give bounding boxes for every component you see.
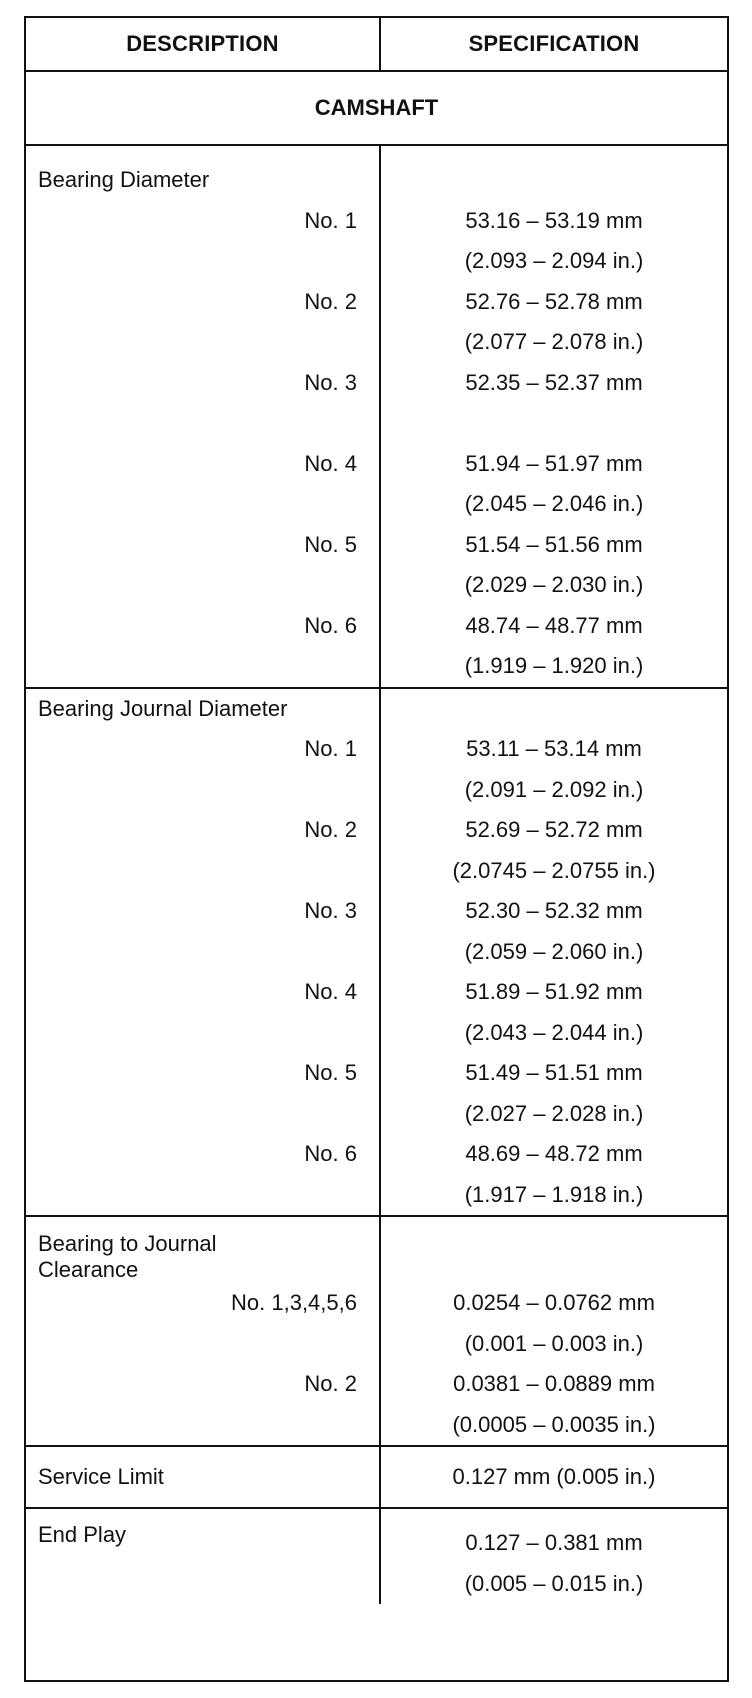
spec-value: 51.94 – 51.97 mm (465, 450, 643, 476)
item-label: No. 5 (304, 1060, 357, 1086)
end-play-group (26, 1509, 727, 1604)
item-label: No. 2 (304, 817, 357, 843)
spec-value: 0.0381 – 0.0889 mm (453, 1371, 655, 1397)
table-header-row (26, 18, 727, 72)
group-title: Bearing Diameter (38, 167, 210, 193)
spec-value: (0.0005 – 0.0035 in.) (452, 1411, 656, 1437)
spec-value: 52.69 – 52.72 mm (465, 817, 643, 843)
spec-value: (2.027 – 2.028 in.) (464, 1100, 644, 1126)
spec-value: (2.029 – 2.030 in.) (464, 572, 644, 598)
spec-value: 0.127 – 0.381 mm (465, 1530, 643, 1556)
camshaft-spec-table (24, 16, 729, 1682)
spec-value: (2.059 – 2.060 in.) (464, 938, 644, 964)
spec-value: (2.077 – 2.078 in.) (464, 329, 644, 355)
spec-value: 52.35 – 52.37 mm (465, 369, 643, 395)
spec-value: 51.49 – 51.51 mm (465, 1060, 643, 1086)
item-label: No. 6 (304, 612, 357, 638)
spec-value: 0.0254 – 0.0762 mm (453, 1290, 655, 1316)
item-label: No. 5 (304, 531, 357, 557)
service-limit-group (26, 1447, 727, 1509)
bearing-diameter-specification (381, 146, 727, 687)
spec-value: 0.127 mm (0.005 in.) (452, 1464, 656, 1489)
spec-value: (2.091 – 2.092 in.) (464, 776, 644, 802)
spec-value: 53.11 – 53.14 mm (466, 736, 642, 762)
group-title: Service Limit (38, 1464, 164, 1489)
bearing-diameter-description (26, 146, 381, 687)
service-limit-specification (381, 1447, 727, 1507)
end-play-specification (381, 1509, 727, 1604)
bearing-journal-diameter-description (26, 689, 381, 1216)
spec-value: (2.0745 – 2.0755 in.) (452, 857, 656, 883)
bearing-diameter-group (26, 146, 727, 689)
spec-value: 51.89 – 51.92 mm (465, 979, 643, 1005)
item-label: No. 1 (304, 736, 357, 762)
spec-value: (0.005 – 0.015 in.) (464, 1570, 644, 1596)
spec-value: (1.919 – 1.920 in.) (464, 653, 644, 679)
group-title: End Play (38, 1522, 127, 1548)
item-label: No. 1,3,4,5,6 (231, 1290, 357, 1316)
spec-value: 51.54 – 51.56 mm (465, 531, 643, 557)
spec-value: 48.69 – 48.72 mm (465, 1141, 643, 1167)
clearance-specification (381, 1217, 727, 1445)
item-label: No. 4 (304, 450, 357, 476)
spec-value: (2.043 – 2.044 in.) (464, 1019, 644, 1045)
clearance-description (26, 1217, 381, 1445)
specification-header: SPECIFICATION (468, 31, 640, 56)
service-limit-description (26, 1447, 381, 1507)
spec-value: 48.74 – 48.77 mm (465, 612, 643, 638)
item-label: No. 4 (304, 979, 357, 1005)
item-label: No. 6 (304, 1141, 357, 1167)
spec-value: (1.917 – 1.918 in.) (464, 1181, 644, 1207)
item-label: No. 1 (304, 207, 357, 233)
item-label: No. 3 (304, 369, 357, 395)
bearing-journal-diameter-specification (381, 689, 727, 1216)
bearing-journal-diameter-group (26, 689, 727, 1218)
spec-value: (2.093 – 2.094 in.) (464, 248, 644, 274)
description-header: DESCRIPTION (26, 18, 381, 70)
item-label: No. 2 (304, 1371, 357, 1397)
item-label: No. 2 (304, 288, 357, 314)
bearing-to-journal-clearance-group (26, 1217, 727, 1447)
spec-value: 53.16 – 53.19 mm (465, 207, 643, 233)
section-title: CAMSHAFT (26, 72, 727, 146)
group-title: Bearing Journal Diameter (38, 695, 288, 721)
spec-value: (2.045 – 2.046 in.) (464, 491, 644, 517)
group-title-line1: Bearing to Journal (38, 1231, 217, 1256)
item-label: No. 3 (304, 898, 357, 924)
end-play-description (26, 1509, 381, 1604)
group-title-line2: Clearance (38, 1257, 139, 1282)
spec-value: (0.001 – 0.003 in.) (464, 1330, 644, 1356)
spec-value: 52.76 – 52.78 mm (465, 288, 643, 314)
spec-value: 52.30 – 52.32 mm (465, 898, 643, 924)
